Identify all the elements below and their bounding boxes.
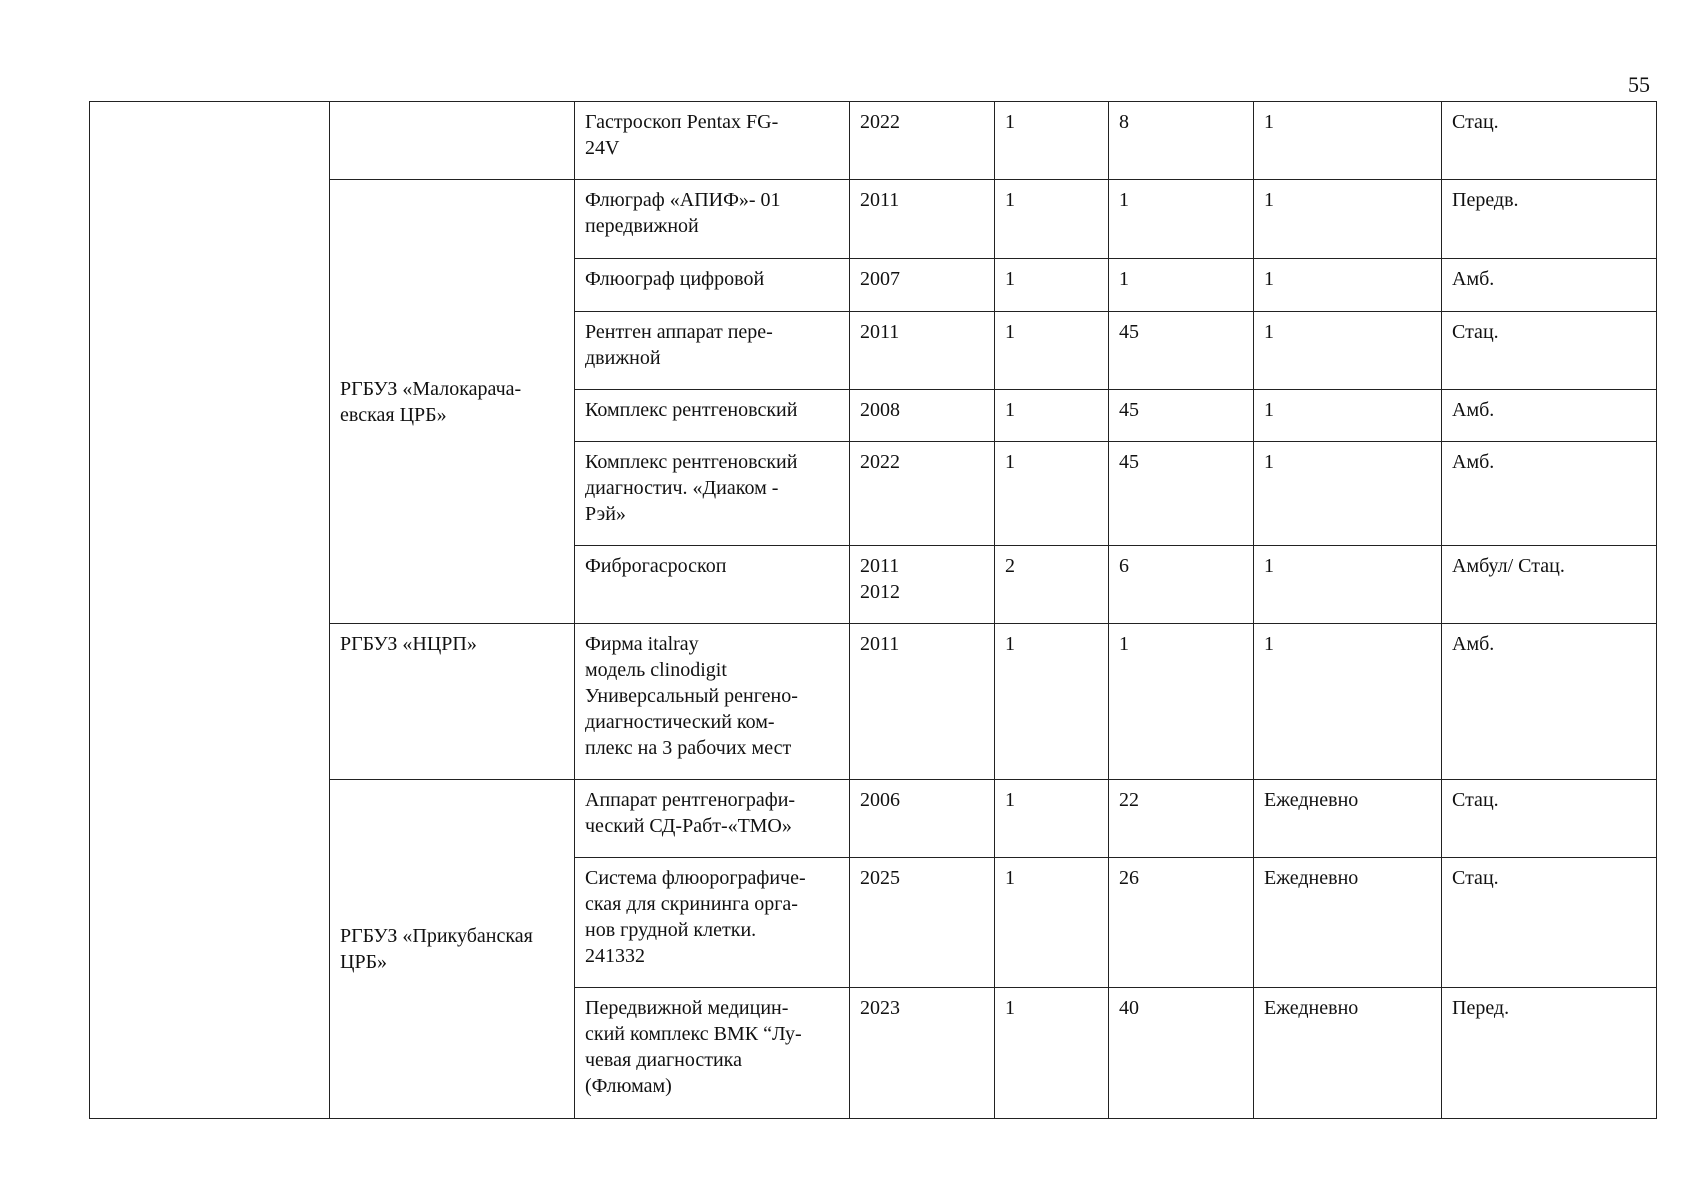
- frequency-cell: 1: [1254, 102, 1442, 180]
- year-cell: 2023: [850, 988, 995, 1119]
- equipment-table: [89, 101, 1657, 1119]
- table-row: [90, 102, 1657, 180]
- organization-cell: РГБУЗ «Прикубанская ЦРБ»: [330, 780, 575, 1119]
- equipment-cell: Аппарат рентгенографи- ческий СД-Рабт-«ТМО»: [575, 780, 850, 858]
- organization-cell: [330, 102, 575, 180]
- equipment-cell: Гастроскоп Pentax FG- 24V: [575, 102, 850, 180]
- count-cell: 1: [995, 442, 1109, 546]
- frequency-cell: Ежедневно: [1254, 988, 1442, 1119]
- mode-cell: Амбул/ Стац.: [1442, 546, 1657, 624]
- equipment-cell: Фиброгасроскоп: [575, 546, 850, 624]
- value-cell: 6: [1109, 546, 1254, 624]
- mode-cell: Перед.: [1442, 988, 1657, 1119]
- count-cell: 1: [995, 259, 1109, 312]
- equipment-cell: Рентген аппарат пере- движной: [575, 312, 850, 390]
- equipment-cell: Комплекс рентгеновский: [575, 390, 850, 442]
- page-number: 55: [1628, 72, 1650, 97]
- mode-cell: Амб.: [1442, 442, 1657, 546]
- year-cell: 2011 2012: [850, 546, 995, 624]
- year-cell: 2011: [850, 180, 995, 259]
- count-cell: 1: [995, 988, 1109, 1119]
- frequency-cell: 1: [1254, 624, 1442, 780]
- year-cell: 2025: [850, 858, 995, 988]
- value-cell: 26: [1109, 858, 1254, 988]
- blank-first-column: [90, 102, 330, 1119]
- frequency-cell: Ежедневно: [1254, 780, 1442, 858]
- value-cell: 8: [1109, 102, 1254, 180]
- equipment-cell: Комплекс рентгеновский диагностич. «Диаком - Рэй»: [575, 442, 850, 546]
- count-cell: 1: [995, 780, 1109, 858]
- value-cell: 22: [1109, 780, 1254, 858]
- year-cell: 2011: [850, 312, 995, 390]
- organization-cell: РГБУЗ «Малокарача- евская ЦРБ»: [330, 180, 575, 624]
- year-cell: 2011: [850, 624, 995, 780]
- equipment-cell: Передвижной медицин- ский комплекс ВМК “Лу- чевая диагностика (Флюмам): [575, 988, 850, 1119]
- mode-cell: Амб.: [1442, 390, 1657, 442]
- organization-cell: РГБУЗ «НЦРП»: [330, 624, 575, 780]
- equipment-cell: Флюограф цифровой: [575, 259, 850, 312]
- frequency-cell: 1: [1254, 442, 1442, 546]
- count-cell: 1: [995, 312, 1109, 390]
- count-cell: 1: [995, 390, 1109, 442]
- mode-cell: Амб.: [1442, 624, 1657, 780]
- value-cell: 40: [1109, 988, 1254, 1119]
- value-cell: 45: [1109, 312, 1254, 390]
- value-cell: 45: [1109, 442, 1254, 546]
- year-cell: 2006: [850, 780, 995, 858]
- count-cell: 1: [995, 624, 1109, 780]
- frequency-cell: 1: [1254, 180, 1442, 259]
- year-cell: 2022: [850, 442, 995, 546]
- count-cell: 1: [995, 102, 1109, 180]
- count-cell: 1: [995, 180, 1109, 259]
- equipment-cell: Флюграф «АПИФ»- 01 передвижной: [575, 180, 850, 259]
- frequency-cell: Ежедневно: [1254, 858, 1442, 988]
- frequency-cell: 1: [1254, 390, 1442, 442]
- year-cell: 2022: [850, 102, 995, 180]
- value-cell: 45: [1109, 390, 1254, 442]
- frequency-cell: 1: [1254, 312, 1442, 390]
- mode-cell: Амб.: [1442, 259, 1657, 312]
- equipment-cell: Фирма italray модель clinodigit Универсальный ренгено- диагностический ком- плекс на 3 рабочих мест: [575, 624, 850, 780]
- count-cell: 2: [995, 546, 1109, 624]
- mode-cell: Стац.: [1442, 102, 1657, 180]
- mode-cell: Стац.: [1442, 858, 1657, 988]
- frequency-cell: 1: [1254, 546, 1442, 624]
- mode-cell: Стац.: [1442, 312, 1657, 390]
- year-cell: 2008: [850, 390, 995, 442]
- count-cell: 1: [995, 858, 1109, 988]
- equipment-cell: Система флюорографиче- ская для скрининга орга- нов грудной клетки. 241332: [575, 858, 850, 988]
- mode-cell: Передв.: [1442, 180, 1657, 259]
- value-cell: 1: [1109, 180, 1254, 259]
- value-cell: 1: [1109, 259, 1254, 312]
- year-cell: 2007: [850, 259, 995, 312]
- mode-cell: Стац.: [1442, 780, 1657, 858]
- frequency-cell: 1: [1254, 259, 1442, 312]
- value-cell: 1: [1109, 624, 1254, 780]
